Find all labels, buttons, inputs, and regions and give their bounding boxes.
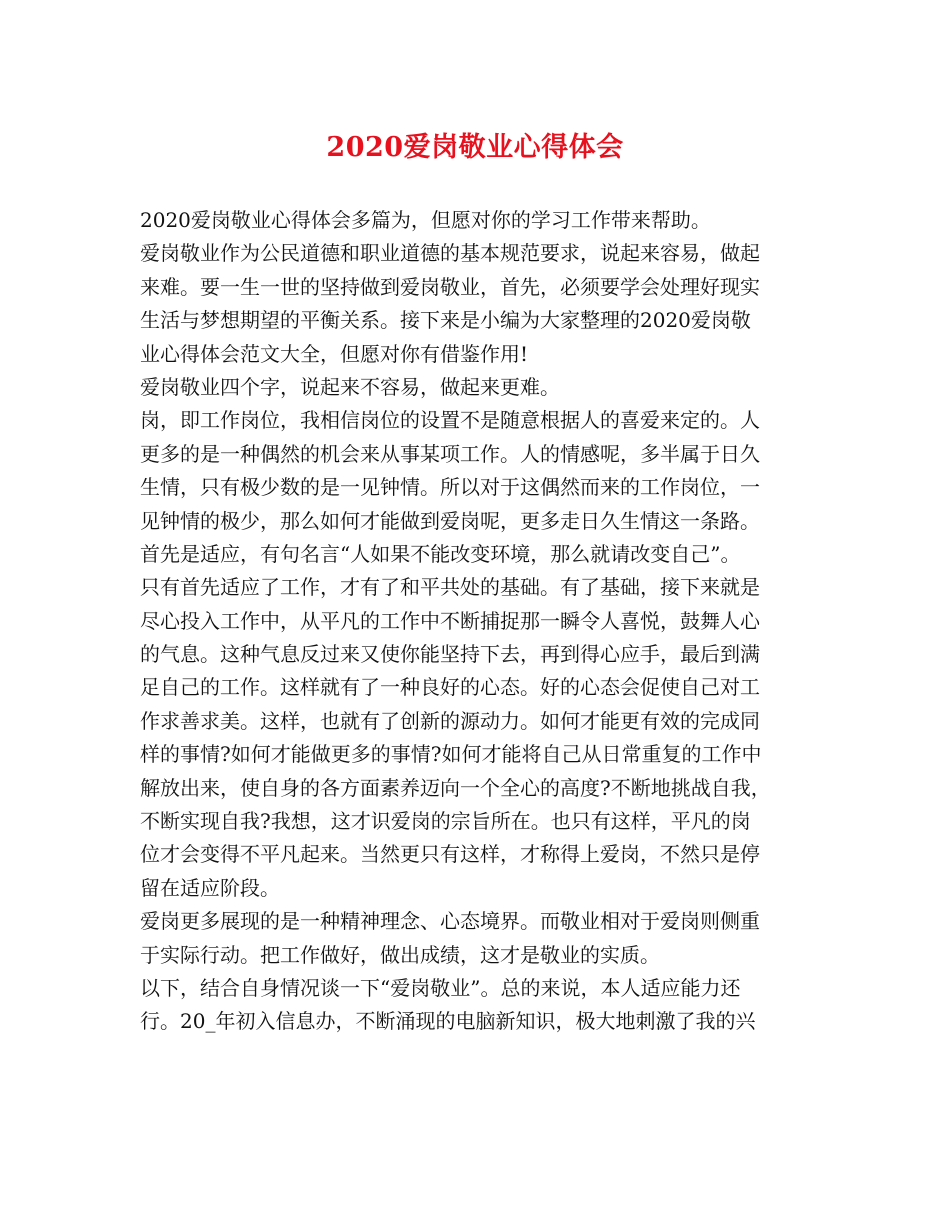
body-line: 首先是适应，有句名言“人如果不能改变环境，那么就请改变自己”。 xyxy=(140,541,741,566)
body-line: 足自己的工作。这样就有了一种良好的心态。好的心态会促使自己对工 xyxy=(140,675,760,700)
body-line: 生活与梦想期望的平衡关系。接下来是小编为大家整理的2020爱岗敬 xyxy=(140,308,751,333)
document-body xyxy=(140,204,820,1039)
body-line: 不断实现自我?我想，这才识爱岗的宗旨所在。也只有这样，平凡的岗 xyxy=(140,809,751,834)
body-line: 尽心投入工作中，从平凡的工作中不断捕捉那一瞬令人喜悦，鼓舞人心 xyxy=(140,608,760,633)
body-line: 2020爱岗敬业心得体会多篇为，但愿对你的学习工作带来帮助。 xyxy=(140,208,711,232)
body-line: 爱岗敬业四个字，说起来不容易，做起来更难。 xyxy=(140,374,560,399)
body-line: 爱岗更多展现的是一种精神理念、心态境界。而敬业相对于爱岗则侧重 xyxy=(140,909,760,934)
body-line: 留在适应阶段。 xyxy=(140,875,280,900)
body-line: 岗，即工作岗位，我相信岗位的设置不是随意根据人的喜爱来定的。人 xyxy=(140,408,760,433)
body-line: 以下，结合自身情况谈一下“爱岗敬业”。总的来说，本人适应能力还 xyxy=(140,975,741,1000)
body-line: 来难。要一生一世的坚持做到爱岗敬业，首先，必须要学会处理好现实 xyxy=(140,274,760,299)
body-line: 于实际行动。把工作做好，做出成绩，这才是敬业的实质。 xyxy=(140,942,660,967)
body-line: 更多的是一种偶然的机会来从事某项工作。人的情感呢，多半属于日久 xyxy=(140,441,760,466)
body-line: 位才会变得不平凡起来。当然更只有这样，才称得上爱岗，不然只是停 xyxy=(140,842,760,867)
body-line: 业心得体会范文大全，但愿对你有借鉴作用! xyxy=(140,341,529,366)
body-line: 作求善求美。这样，也就有了创新的源动力。如何才能更有效的完成同 xyxy=(140,708,760,733)
body-line: 只有首先适应了工作，才有了和平共处的基础。有了基础，接下来就是 xyxy=(140,575,760,600)
document-title: 2020爱岗敬业心得体会 xyxy=(326,132,624,163)
body-line: 见钟情的极少，那么如何才能做到爱岗呢，更多走日久生情这一条路。 xyxy=(140,508,760,533)
body-line: 爱岗敬业作为公民道德和职业道德的基本规范要求，说起来容易，做起 xyxy=(140,241,760,266)
body-line: 样的事情?如何才能做更多的事情?如何才能将自己从日常重复的工作中 xyxy=(140,742,762,767)
body-line: 生情，只有极少数的是一见钟情。所以对于这偶然而来的工作岗位，一 xyxy=(140,475,760,500)
body-line: 的气息。这种气息反过来又使你能坚持下去，再到得心应手，最后到满 xyxy=(140,642,760,667)
body-line: 行。20_年初入信息办，不断涌现的电脑新知识，极大地刺激了我的兴 xyxy=(140,1009,756,1034)
body-line: 解放出来，使自身的各方面素养迈向一个全心的高度?不断地挑战自我， xyxy=(140,775,771,800)
